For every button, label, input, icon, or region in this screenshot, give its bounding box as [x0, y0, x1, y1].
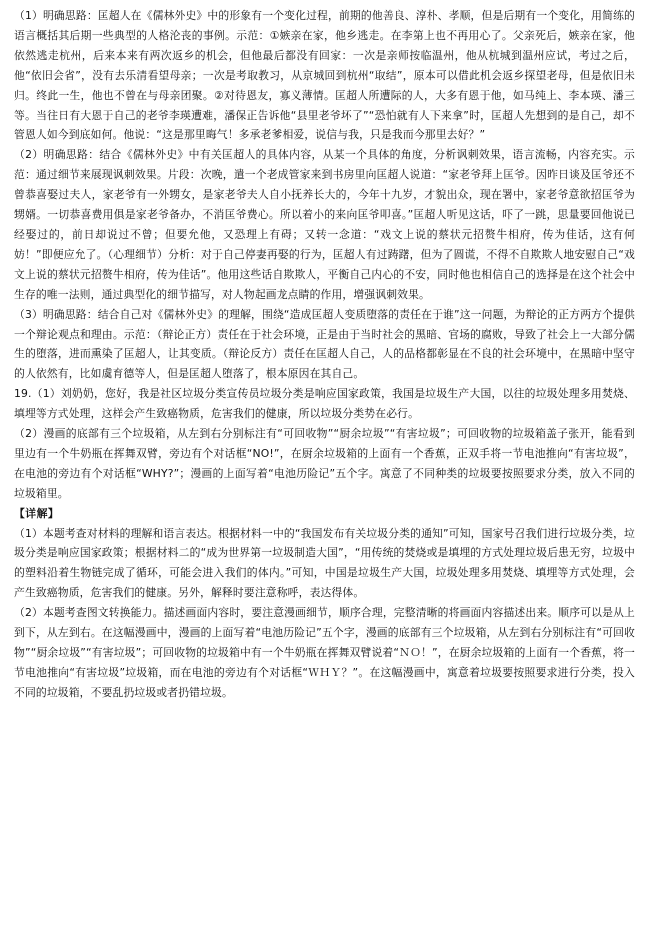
detail-paragraph-2: （2）本题考查图文转换能力。描述画面内容时，要注意漫画细节，顺序合理，完整清晰的将画面内容描述出来。顺序可以是从上到下，从左到右。在这幅漫画中，漫画的上面写着“电池历险记”五个字，漫画的底部有三个垃圾箱，从左到右分别标注有“可回收物”“厨余垃圾”“有害垃圾”；可回收物的垃圾箱中有一个牛奶瓶在挥舞双臂说着“ＮＯ！”，在厨余垃圾箱的上面有一个香蕉，将一节电池推向“有害垃圾”垃圾箱，而在电池的旁边有个对话框“ＷＨＹ？”。在这幅漫画中，寓意着垃圾要按照要求进行分类，投入不同的垃圾箱，不要乱扔垃圾或者扔错垃圾。 [14, 606, 635, 699]
answer-paragraph-1: （1）明确思路：匡超人在《儒林外史》中的形象有一个变化过程，前期的他善良、淳朴、孝顺，但是后期有一个变化，用简练的语言概括其后期一些典型的人格沦丧的事例。示范：①嫉亲在家，他乡逃走。在李第上也不再用心了。父亲死后，嫉亲在家，他依然逃走杭州，后来本来有两次返乡的机会，但他最后都没有回家：一次是亲师按临温州，他从杭城到温州应试，考过之后，他“依旧会省”，没有去乐清看望母亲；一次是考取教习，从京城回到杭州“取结”，原本可以借此机会返乡探望老母，但是依旧未归。终此一生，他也不曾在与母亲团聚。②对待恩友，寡义薄情。匡超人所遭际的人，大多有恩于他，如马纯上、李本瑛、潘三等。当往日有大恩于自己的老爷李瑛遭难，潘保正告诉他“县里老爷坏了”“恐怕就有人下来拿”时，匡超人先想到的是自己，却不管恩人如今到底如何。他说：“这是那里晦气！多承老爹相爱，说信与我，只是我而今那里去好？” [14, 9, 635, 142]
answer-paragraph-19-1: 19.（1）刘奶奶，您好，我是社区垃圾分类宣传员垃圾分类是响应国家政策，我国是垃圾生产大国，以往的垃圾处理多用焚烧、填埋等方式处理，这样会产生致癌物质，危害我们的健康，所以垃圾分类势在必行。 [14, 387, 635, 421]
detail-heading: 【详解】 [14, 506, 60, 520]
answer-paragraph-3: （3）明确思路：结合自己对《儒林外史》的理解，围绕“造成匡超人变质堕落的责任在于谁”这一问题，为辩论的正方两方个提供一个辩论观点和理由。示范：（辩论正方）责任在于社会环境，正是由于当时社会的黑暗、官场的腐败，导致了社会上一大部分儒生的堕落，进而熏染了匡超人，让其变质。（辩论反方）责任在匡超人自己，人的品格都彰显在不良的社会环境中，在黑暗中坚守的人依然有，比如虞育德等人，但是匡超人堕落了，根本原因在其自己。 [14, 307, 635, 381]
answer-paragraph-19-2: （2）漫画的底部有三个垃圾箱，从左到右分别标注有“可回收物”“厨余垃圾”“有害垃圾”；可回收物的垃圾箱盖子张开，能看到里边有一个牛奶瓶在挥舞双臂，旁边有个对话框“NO!”，在厨余垃圾箱的上面有一个香蕉，正双手将一节电池推向“有害垃圾”，在电池的旁边有个对话框“WHY?”；漫画的上面写着“电池历险记”五个字。寓意了不同种类的垃圾要按照要求分类，放入不同的垃圾箱里。 [14, 427, 635, 500]
answer-paragraph-2: （2）明确思路：结合《儒林外史》中有关匡超人的具体内容，从某一个具体的角度，分析讽刺效果，语言流畅，内容充实。示范：通过细节来展现讽刺效果。片段：次晚，遣一个老成管家来到书房里向匡超人说道：“家老爷拜上匡爷。因昨日谈及匡爷还不曾恭喜娶过夫人，家老爷有一外甥女，是家老爷夫人自小抚养长大的，今年十九岁，才貌出众，现在署中，家老爷意欲招匡爷为甥婿。一切恭喜费用俱是家老爷备办，不消匡爷费心。所以着小的来向匡爷叩喜。”匡超人听见这话，吓了一跳，思量要回他说已经娶过的，前日却说过不曾；但要允他，又恐理上有碍；又转一念道：“戏文上说的蔡状元招赘牛相府，传为佳话，这有何妨！”即便应允了。（心理细节）分析：对于自己停妻再娶的行为，匡超人有过踌躇，但为了圆谎，不得不自欺欺人地安慰自己“戏文上说的蔡状元招赘牛相府，传为佳话”。他用这些话自欺欺人，平衡自己内心的不安，同时他也相信自己的选择是在这个社会中生存的唯一法则，通过典型化的细节描写，对人物起画龙点睛的作用，增强讽刺效果。 [14, 148, 635, 301]
detail-paragraph-1: （1）本题考查对材料的理解和语言表达。根据材料一中的“我国发布有关垃圾分类的通知”可知，国家号召我们进行垃圾分类，垃圾分类是响应国家政策；根据材料二的“成为世界第一垃圾制造大国”，“用传统的焚烧或是填埋的方式处理垃圾后患无穷，垃圾中的塑料沿着生物链完成了循环，可能会进入我们的体内。”可知，中国是垃圾生产大国，垃圾处理多用焚烧、填埋等方式处理，会产生致癌物质，危害我们的健康。另外，解释时要注意称呼，表达得体。 [14, 526, 635, 600]
